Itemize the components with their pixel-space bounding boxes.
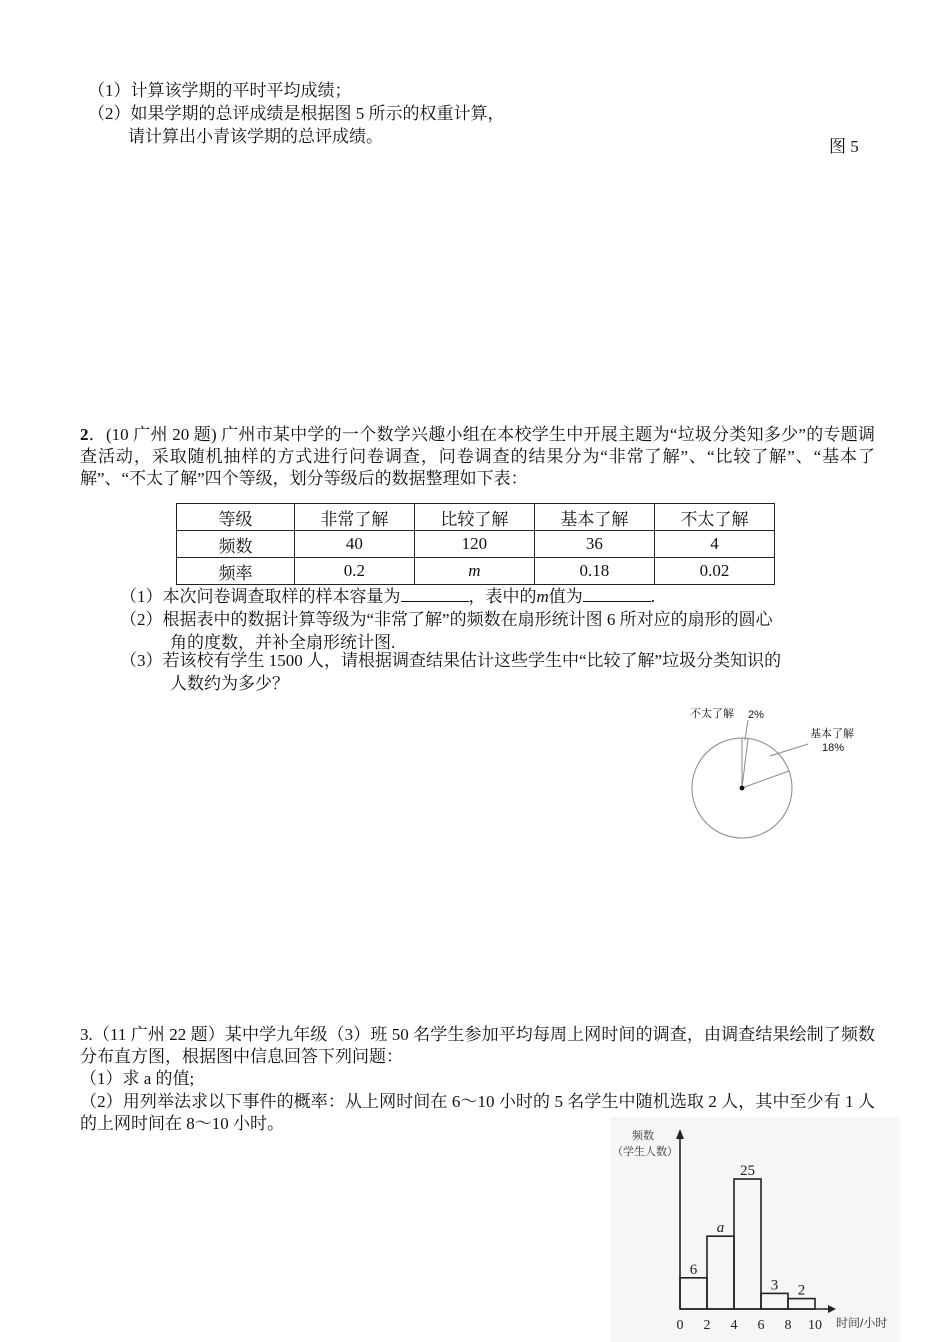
y-axis-label-line-1: 频数: [632, 1130, 654, 1142]
histogram-bars: [680, 1179, 815, 1309]
table-cell: 36: [534, 531, 654, 558]
q3-stem: 3.（11 广州 22 题）某中学九年级（3）班 50 名学生参加平均每周上网时间的调查，由调查结果绘制了频数分布直方图，根据图中信息回答下列问题：: [80, 1025, 875, 1066]
x-tick-label: 6: [757, 1318, 765, 1333]
table-cell: 40: [294, 531, 414, 558]
histogram-bar: [788, 1299, 815, 1309]
histogram-bar: [761, 1293, 788, 1309]
y-axis-label-line-2: （学生人数）: [612, 1146, 678, 1158]
pie-center-dot: [740, 786, 745, 791]
q2-sub-1-text-c: 值为: [548, 587, 583, 606]
variable-m: m: [468, 561, 481, 580]
variable-m: m: [536, 587, 549, 606]
pie-pct-btl: 2%: [748, 709, 764, 721]
q2-sub-3-line-2: 人数约为多少？: [170, 674, 289, 693]
pie-chart-figure: [680, 700, 900, 860]
histogram-bar: [707, 1236, 734, 1309]
q2-sub-1-text-b: ，表中的: [468, 587, 537, 606]
x-tick-label: 10: [808, 1318, 822, 1333]
bar-data-label: 25: [740, 1163, 755, 1179]
x-tick-label: 4: [730, 1318, 738, 1333]
table-cell: 非常了解: [294, 504, 414, 531]
table-row-header: [177, 504, 775, 531]
q1-line-1: （1）计算该学期的平时平均成绩；: [88, 81, 352, 100]
table-cell: 等级: [177, 504, 295, 531]
table-cell: 4: [654, 531, 774, 558]
x-axis-arrow: [828, 1305, 836, 1313]
table-cell: 比较了解: [414, 504, 534, 531]
histogram-bar: [680, 1278, 707, 1309]
table-cell: 频数: [177, 531, 295, 558]
q2-sub-1-text-d: .: [650, 587, 656, 606]
bar-data-label: 3: [770, 1277, 779, 1294]
q2-number: 2: [80, 425, 89, 444]
pie-pct-jb: 18%: [822, 742, 845, 754]
grade-table: [176, 503, 775, 585]
q2-text: ．(10 广州 20 题) 广州市某中学的一个数学兴趣小组在本校学生中开展主题为“垃圾分类知多少”的专题调查活动，采取随机抽样的方式进行问卷调查，问卷调查的结果分为“非常了解”、“比较了解”、“基本了解”、“不太了解”四个等级，划分等级后的数据整理如下表：: [80, 425, 875, 488]
answer-blank[interactable]: [583, 586, 651, 602]
x-axis-label: 时间/小时: [836, 1316, 888, 1330]
answer-blank[interactable]: [401, 586, 469, 602]
table-cell: 频率: [177, 558, 295, 585]
x-tick-label: 2: [703, 1318, 711, 1333]
leader-line-jb: [770, 744, 808, 756]
pie-radius-2pct: [742, 738, 748, 788]
q3-sub-1: （1）求 a 的值;: [80, 1069, 195, 1088]
pie-label-jb: 基本了解: [810, 728, 854, 740]
table-cell: 0.18: [534, 558, 654, 585]
table-cell: 120: [414, 531, 534, 558]
table-cell: 0.02: [654, 558, 774, 585]
histogram-axes: [676, 1129, 836, 1313]
x-tick-label: 8: [784, 1318, 792, 1333]
q1-line-2: （2）如果学期的总评成绩是根据图 5 所示的权重计算，: [88, 104, 505, 123]
q2-sub-1: [120, 586, 655, 608]
q2-sub-2-line-1: （2）根据表中的数据计算等级为“非常了解”的频数在扇形统计图 6 所对应的扇形的圆心: [120, 610, 773, 629]
table-row-rate: [177, 558, 775, 585]
q3-sub-2: （2）用列举法求以下事件的概率：从上网时间在 6～10 小时的 5 名学生中随机选取 2 人，其中至少有 1 人的上网时间在 8～10 小时。: [80, 1092, 875, 1133]
bar-data-label: a: [716, 1220, 725, 1237]
table-cell: [414, 558, 534, 585]
x-tick-label: 0: [676, 1318, 684, 1333]
figure-5-caption: 图 5: [829, 137, 859, 156]
table-cell: 不太了解: [654, 504, 774, 531]
table-row-freq: [177, 531, 775, 558]
bar-data-label: 6: [689, 1261, 698, 1278]
histogram-labels: [677, 1163, 823, 1333]
y-axis-arrow: [676, 1129, 684, 1139]
q2-stem: [80, 424, 875, 490]
bar-data-label: 2: [797, 1282, 806, 1299]
pie-label-btl: 不太了解: [690, 708, 734, 720]
q2-sub-2-line-2: 角的度数，并补全扇形统计图.: [170, 633, 396, 652]
table-cell: 0.2: [294, 558, 414, 585]
q2-sub-1-text-a: （1）本次问卷调查取样的样本容量为: [120, 587, 401, 606]
table-cell: 基本了解: [534, 504, 654, 531]
q1-line-3: 请计算出小青该学期的总评成绩。: [128, 127, 383, 146]
pie-radius-18pct: [742, 771, 789, 788]
q2-sub-3-line-1: （3）若该校有学生 1500 人，请根据调查结果估计这些学生中“比较了解”垃圾分类知识的: [120, 651, 782, 670]
histogram-bar: [734, 1179, 761, 1309]
histogram-chart: [610, 1117, 900, 1342]
leader-line-btl: [745, 720, 748, 740]
